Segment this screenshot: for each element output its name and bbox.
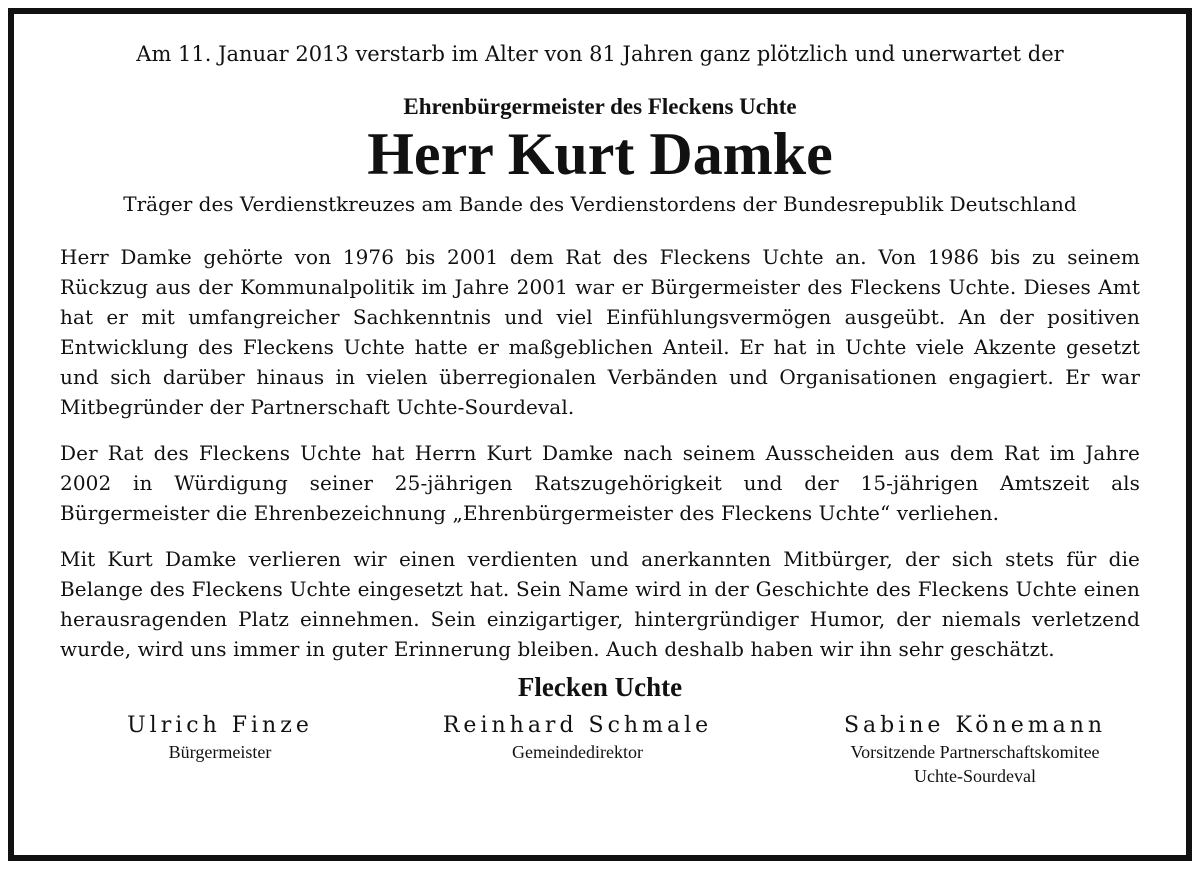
signer-role: Gemeindedirektor bbox=[512, 742, 643, 762]
organization-name: Flecken Uchte bbox=[517, 672, 683, 702]
signer-koenemann bbox=[765, 712, 1185, 788]
paragraph-honor: Der Rat des Fleckens Uchte hat Herrn Kurt Damke nach seinem Ausscheiden aus dem Rat im Jahre 2002 in Würdigung seiner 25-jährigen Ratszugehörigkeit und der 15-jährigen Amtszeit als Bürgermeister die Ehrenbezeichnung „Ehrenbürgermeister des Fleckens Uchte“ verliehen. bbox=[60, 441, 1140, 525]
award-text: Träger des Verdienstkreuzes am Bande des Verdienstordens der Bundesrepublik Deutschland bbox=[123, 192, 1077, 216]
honor-title: Ehrenbürgermeister des Fleckens Uchte bbox=[403, 94, 797, 119]
signer-name: Ulrich Finze bbox=[127, 713, 313, 738]
deceased-name: Herr Kurt Damke bbox=[367, 121, 833, 187]
signer-schmale bbox=[408, 712, 748, 788]
signer-role: Vorsitzende Partnerschaftskomitee bbox=[850, 742, 1100, 762]
signers bbox=[60, 712, 1140, 788]
obituary-notice bbox=[60, 40, 1140, 788]
signer-finze bbox=[50, 712, 390, 788]
signer-role: Bürgermeister bbox=[168, 742, 272, 762]
intro-text: Am 11. Januar 2013 verstarb im Alter von 81 Jahren ganz plötzlich und unerwartet der bbox=[136, 42, 1064, 66]
signer-role-line2: Uchte-Sourdeval bbox=[914, 766, 1036, 786]
signer-name: Sabine Könemann bbox=[843, 713, 1107, 738]
paragraph-career: Herr Damke gehörte von 1976 bis 2001 dem Rat des Fleckens Uchte an. Von 1986 bis zu seinem Rückzug aus der Kommunalpolitik im Jahre 2001 war er Bürgermeister des Fleckens Uchte. Dieses Amt hat er mit umfangreicher Sachkenntnis und viel Einfühlungsvermögen ausgeübt. An der positiven Entwicklung des Fleckens Uchte hatte er maßgeblichen Anteil. Er hat in Uchte viele Akzente gesetzt und sich darüber hinaus in vielen überregionalen Verbänden und Organisationen engagiert. Er war Mitbegründer der Partnerschaft Uchte-Sourdeval. bbox=[60, 245, 1140, 419]
paragraph-tribute: Mit Kurt Damke verlieren wir einen verdienten und anerkannten Mitbürger, der sich stets für die Belange des Fleckens Uchte eingesetzt hat. Sein Name wird in der Geschichte des Fleckens Uchte einen herausragenden Platz einnehmen. Sein einzigartiger, hintergründiger Humor, der niemals verletzend wurde, wird uns immer in guter Erinnerung bleiben. Auch deshalb haben wir ihn sehr geschätzt. bbox=[60, 547, 1140, 661]
signer-name: Reinhard Schmale bbox=[442, 713, 713, 738]
